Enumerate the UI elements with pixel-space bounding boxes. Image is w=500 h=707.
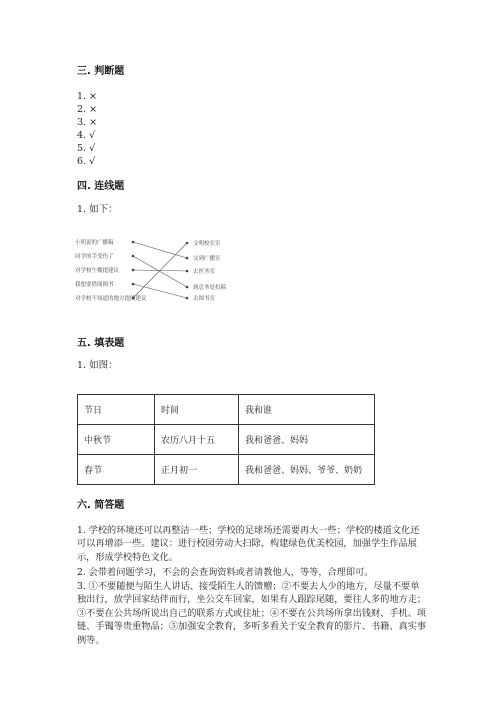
header-cell-time: 时间 — [155, 395, 239, 425]
left-dot-3 — [132, 269, 135, 272]
right-dot-4 — [186, 286, 189, 289]
match-right-5: 去图书室 — [193, 296, 216, 302]
judgement-answer-5: 5. √ — [77, 143, 96, 154]
right-dot-1 — [186, 242, 189, 245]
match-right-1: 文明校长室 — [193, 241, 221, 247]
match-left-5: 对学校不知道的地方提的建议 — [75, 296, 147, 302]
table-cell: 正月初一 — [155, 455, 239, 485]
judgement-answer-6: 6. √ — [77, 156, 96, 167]
match-left-1: 小明说的广播稿 — [75, 240, 114, 246]
left-dot-2 — [132, 255, 135, 258]
match-left-2: 同学的手受伤了 — [75, 254, 114, 260]
section-5-title: 五. 填表题 — [77, 338, 125, 349]
short-answer-2: 2. 会带着问题学习，不会的会查询资料或者请教他人，等等，合理即可。 — [77, 567, 374, 578]
left-dot-4 — [132, 283, 135, 286]
match-right-3: 去医务室 — [193, 269, 216, 275]
right-dot-3 — [186, 270, 189, 273]
match-line-2 — [133, 256, 187, 287]
right-dot-5 — [186, 297, 189, 300]
short-answer-3: 3. ①不要随便与陌生人讲话、接受陌生人的馈赠；②不要去人少的地方，尽量不要单独出行，放学回家结伴而行，坐公交车回家，如果有人跟踪尾随，要往人多的地方走；③不要在公共场所说出自己的联系方式或住址；④不要在公共场所拿出钱财、手机、项链、手镯等贵重物品；⑤加强安全教育，多听多看关于安全教育的影片、书籍、真实事例等。 — [77, 581, 427, 646]
table-intro: 1. 如图： — [77, 360, 118, 371]
match-left-3: 对学校午餐提建议 — [75, 268, 120, 274]
table-header-row — [78, 395, 375, 425]
match-right-4: 到总务处投稿 — [193, 285, 227, 291]
judgement-answer-2: 2. × — [77, 104, 98, 115]
festival-table — [77, 394, 375, 485]
table-cell: 中秋节 — [78, 425, 155, 455]
matching-intro: 1. 如下： — [77, 204, 118, 215]
table-row — [78, 455, 375, 485]
right-dot-2 — [186, 257, 189, 260]
match-right-2: 交到广播室 — [193, 256, 221, 262]
table-cell: 春节 — [78, 455, 155, 485]
section-3-title: 三. 判断题 — [77, 66, 125, 77]
match-line-5 — [133, 243, 187, 298]
header-cell-festival: 节日 — [78, 395, 155, 425]
match-left-4: 我想要借阅图书 — [75, 282, 114, 288]
section-6-title: 六. 简答题 — [77, 500, 125, 511]
table-cell: 我和爸爸、妈妈 — [239, 425, 375, 455]
match-line-1 — [133, 242, 187, 258]
table-cell: 我和爸爸、妈妈、爷爷、奶奶 — [239, 455, 375, 485]
section-4-title: 四. 连线题 — [77, 181, 125, 192]
table-row — [78, 425, 375, 455]
table-cell: 农历八月十五 — [155, 425, 239, 455]
left-dot-1 — [132, 241, 135, 244]
short-answer-1: 1. 学校的环境还可以再整洁一些；学校的足球场还需要再大一些；学校的楼道文化还可以再增添一些。建议：进行校园劳动大扫除，构建绿色优美校园，加强学生作品展示，形成学校特色文化。 — [77, 525, 420, 563]
judgement-answer-4: 4. √ — [77, 130, 96, 141]
judgement-answer-1: 1. × — [77, 91, 98, 102]
header-cell-with-whom: 我和谁 — [239, 395, 375, 425]
judgement-answer-3: 3. × — [77, 117, 98, 128]
